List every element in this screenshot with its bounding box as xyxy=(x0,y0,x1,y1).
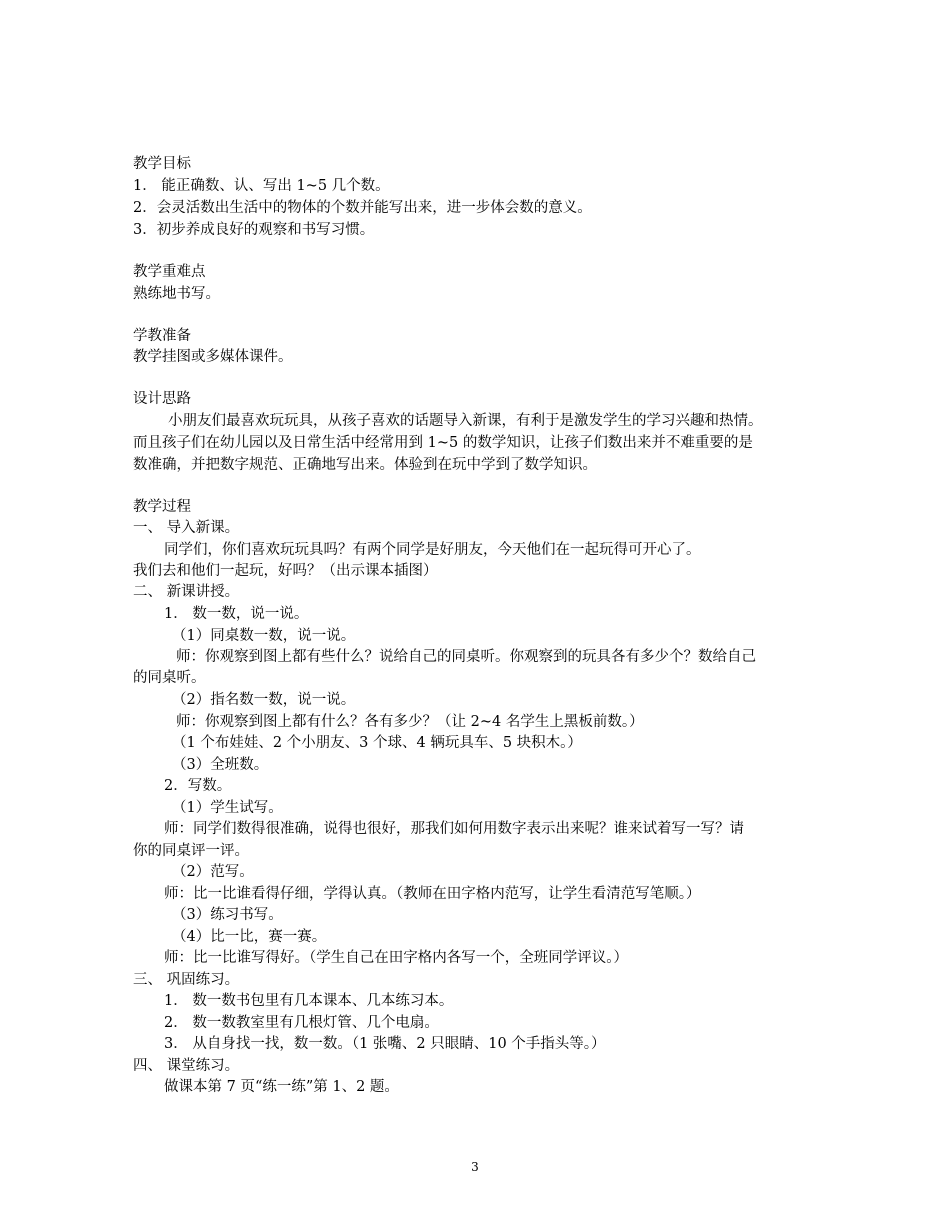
process-line: 做课本第 7 页“练一练”第 1、2 题。 xyxy=(164,1079,399,1095)
process-line: 师：你观察到图上都有什么？各有多少？（让 2~4 名学生上黑板前数。） xyxy=(176,714,644,730)
preparation-text: 教学挂图或多媒体课件。 xyxy=(133,349,293,365)
page-number: 3 xyxy=(471,1160,479,1174)
design-paragraph-line: 而且孩子们在幼儿园以及日常生活中经常用到 1~5 的数学知识，让孩子们数出来并不难重要的是 xyxy=(133,435,753,451)
process-line: 2． 数一数教室里有几根灯管、几个电扇。 xyxy=(164,1015,439,1031)
section-heading-key-points: 教学重难点 xyxy=(133,264,206,280)
process-line: 的同桌听。 xyxy=(133,670,206,686)
process-line: 师：你观察到图上都有些什么？说给自己的同桌听。你观察到的玩具各有多少个？数给自己 xyxy=(176,649,756,665)
section-heading-process: 教学过程 xyxy=(133,499,191,515)
process-line: 三、 巩固练习。 xyxy=(133,972,240,988)
process-line: 1． 数一数书包里有几本课本、几本练习本。 xyxy=(164,993,454,1009)
process-line: （1）学生试写。 xyxy=(172,800,283,816)
process-line: 2．写数。 xyxy=(164,778,232,794)
goal-item: 3．初步养成良好的观察和书写习惯。 xyxy=(133,222,375,238)
goal-item: 2．会灵活数出生活中的物体的个数并能写出来，进一步体会数的意义。 xyxy=(133,200,592,216)
design-paragraph-line: 小朋友们最喜欢玩玩具，从孩子喜欢的话题导入新课，有利于是激发学生的学习兴趣和热情。 xyxy=(168,413,763,429)
process-line: 同学们，你们喜欢玩玩具吗？有两个同学是好朋友，今天他们在一起玩得可开心了。 xyxy=(164,542,701,558)
process-line: 二、 新课讲授。 xyxy=(133,584,240,600)
section-heading-preparation: 学教准备 xyxy=(133,328,191,344)
process-line: 四、 课堂练习。 xyxy=(133,1058,240,1074)
process-line: 1． 数一数，说一说。 xyxy=(164,606,309,622)
process-line: 我们去和他们一起玩，好吗？（出示课本插图） xyxy=(133,563,438,579)
process-line: 你的同桌评一评。 xyxy=(133,843,249,859)
process-line: 师：比一比谁看得仔细，学得认真。（教师在田字格内范写，让学生看清范写笔顺。） xyxy=(164,886,701,902)
goal-item: 1． 能正确数、认、写出 1~5 几个数。 xyxy=(133,178,390,194)
process-line: 一、 导入新课。 xyxy=(133,520,240,536)
section-heading-goals: 教学目标 xyxy=(133,156,191,172)
process-line: （1）同桌数一数，说一说。 xyxy=(172,628,356,644)
process-line: （1 个布娃娃、2 个小朋友、3 个球、4 辆玩具车、5 块积木。） xyxy=(172,735,582,751)
process-line: （3）全班数。 xyxy=(172,757,269,773)
section-heading-design: 设计思路 xyxy=(133,391,191,407)
process-line: （3）练习书写。 xyxy=(172,907,283,923)
key-points-text: 熟练地书写。 xyxy=(133,286,220,302)
process-line: （2）指名数一数，说一说。 xyxy=(172,692,356,708)
process-line: 师：比一比谁写得好。（学生自己在田字格内各写一个，全班同学评议。） xyxy=(164,950,628,966)
design-paragraph-line: 数准确，并把数字规范、正确地写出来。体验到在玩中学到了数学知识。 xyxy=(133,457,597,473)
process-line: （2）范写。 xyxy=(172,864,254,880)
process-line: 师：同学们数得很准确，说得也很好，那我们如何用数字表示出来呢？谁来试着写一写？请 xyxy=(164,821,744,837)
process-line: 3． 从自身找一找，数一数。（1 张嘴、2 只眼睛、10 个手指头等。） xyxy=(164,1036,606,1052)
process-line: （4）比一比，赛一赛。 xyxy=(172,929,327,945)
